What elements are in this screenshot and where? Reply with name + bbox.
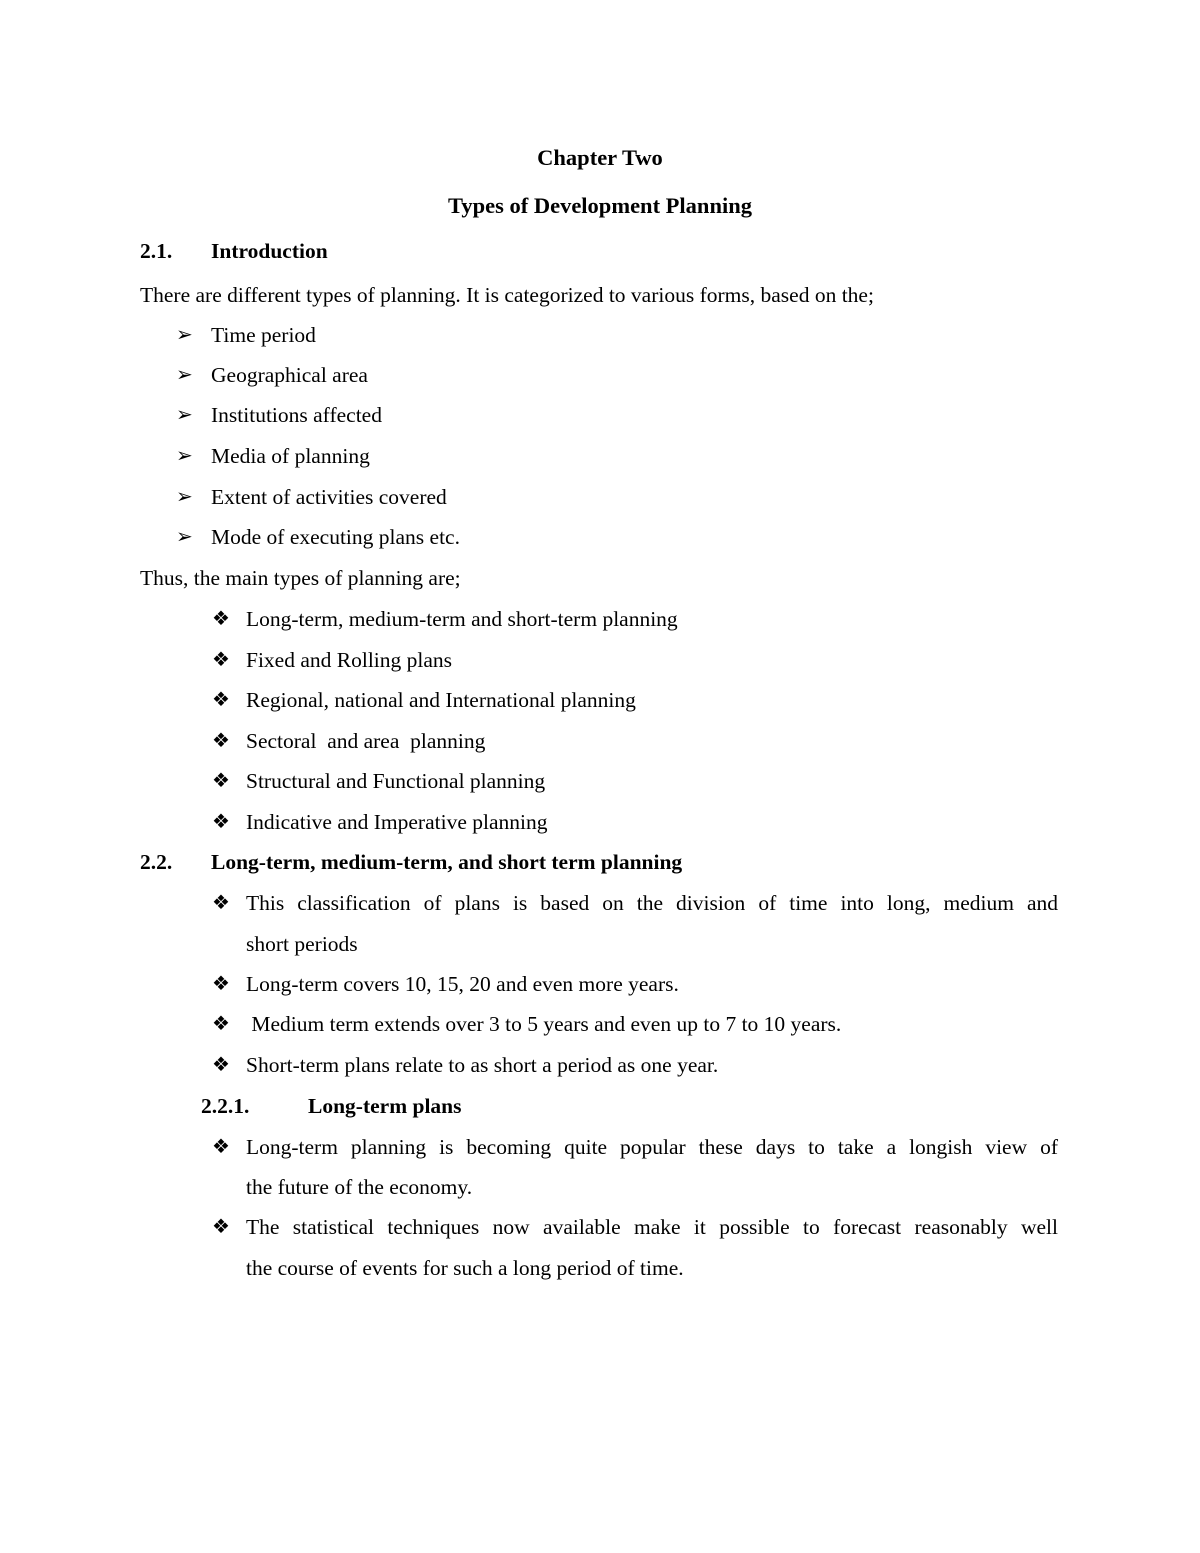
list-item: Short-term plans relate to as short a period as one year. — [246, 1053, 719, 1077]
paragraph-line: This classification of plans is based on the division of time into long, medium and — [246, 891, 1058, 915]
section-2-2-title: Long-term, medium-term, and short term planning — [211, 850, 683, 874]
diamond-bullet-icon: ❖ — [212, 1054, 230, 1076]
diamond-bullet-icon: ❖ — [212, 973, 230, 995]
paragraph-line: the future of the economy. — [246, 1175, 473, 1199]
diamond-bullet-icon: ❖ — [212, 811, 230, 833]
arrow-bullet-icon: ➢ — [176, 404, 193, 426]
arrow-bullet-icon: ➢ — [176, 486, 193, 508]
section-2-2-1-title: Long-term plans — [308, 1094, 462, 1118]
section-2-1-number: 2.1. — [140, 239, 173, 263]
paragraph-line: the course of events for such a long period of time. — [246, 1256, 684, 1280]
arrow-bullet-icon: ➢ — [176, 324, 193, 346]
arrow-bullet-icon: ➢ — [176, 445, 193, 467]
section-2-2-1-number: 2.2.1. — [201, 1094, 250, 1118]
arrow-bullet-icon: ➢ — [176, 364, 193, 386]
chapter-title: Chapter Two — [537, 145, 663, 170]
arrow-bullet-icon: ➢ — [176, 526, 193, 548]
section-2-1-title: Introduction — [211, 239, 328, 263]
list-item: Medium term extends over 3 to 5 years and even up to 7 to 10 years. — [246, 1012, 842, 1036]
list-item: Indicative and Imperative planning — [246, 810, 548, 834]
list-item: Geographical area — [211, 363, 368, 387]
list-item: Sectoral and area planning — [246, 729, 486, 753]
list-item: Fixed and Rolling plans — [246, 648, 453, 672]
list-item: Time period — [211, 323, 316, 347]
diamond-bullet-icon: ❖ — [212, 1136, 230, 1158]
list-item: Long-term, medium-term and short-term planning — [246, 607, 678, 631]
diamond-bullet-icon: ❖ — [212, 649, 230, 671]
intro-text: There are different types of planning. It is categorized to various forms, based on the; — [140, 283, 874, 307]
thus-text: Thus, the main types of planning are; — [140, 566, 461, 590]
diamond-bullet-icon: ❖ — [212, 892, 230, 914]
list-item: Institutions affected — [211, 403, 382, 427]
list-item: Media of planning — [211, 444, 370, 468]
diamond-bullet-icon: ❖ — [212, 1013, 230, 1035]
document-subtitle: Types of Development Planning — [448, 193, 752, 218]
list-item: Extent of activities covered — [211, 485, 447, 509]
list-item: Long-term covers 10, 15, 20 and even more years. — [246, 972, 679, 996]
paragraph-line: Long-term planning is becoming quite popular these days to take a longish view of — [246, 1135, 1058, 1159]
diamond-bullet-icon: ❖ — [212, 689, 230, 711]
diamond-bullet-icon: ❖ — [212, 608, 230, 630]
diamond-bullet-icon: ❖ — [212, 770, 230, 792]
list-item: Structural and Functional planning — [246, 769, 546, 793]
paragraph-line: The statistical techniques now available make it possible to forecast reasonably well — [246, 1215, 1058, 1239]
list-item: Mode of executing plans etc. — [211, 525, 460, 549]
section-2-2-number: 2.2. — [140, 850, 173, 874]
paragraph-line: short periods — [246, 932, 358, 956]
diamond-bullet-icon: ❖ — [212, 730, 230, 752]
diamond-bullet-icon: ❖ — [212, 1216, 230, 1238]
list-item: Regional, national and International planning — [246, 688, 636, 712]
